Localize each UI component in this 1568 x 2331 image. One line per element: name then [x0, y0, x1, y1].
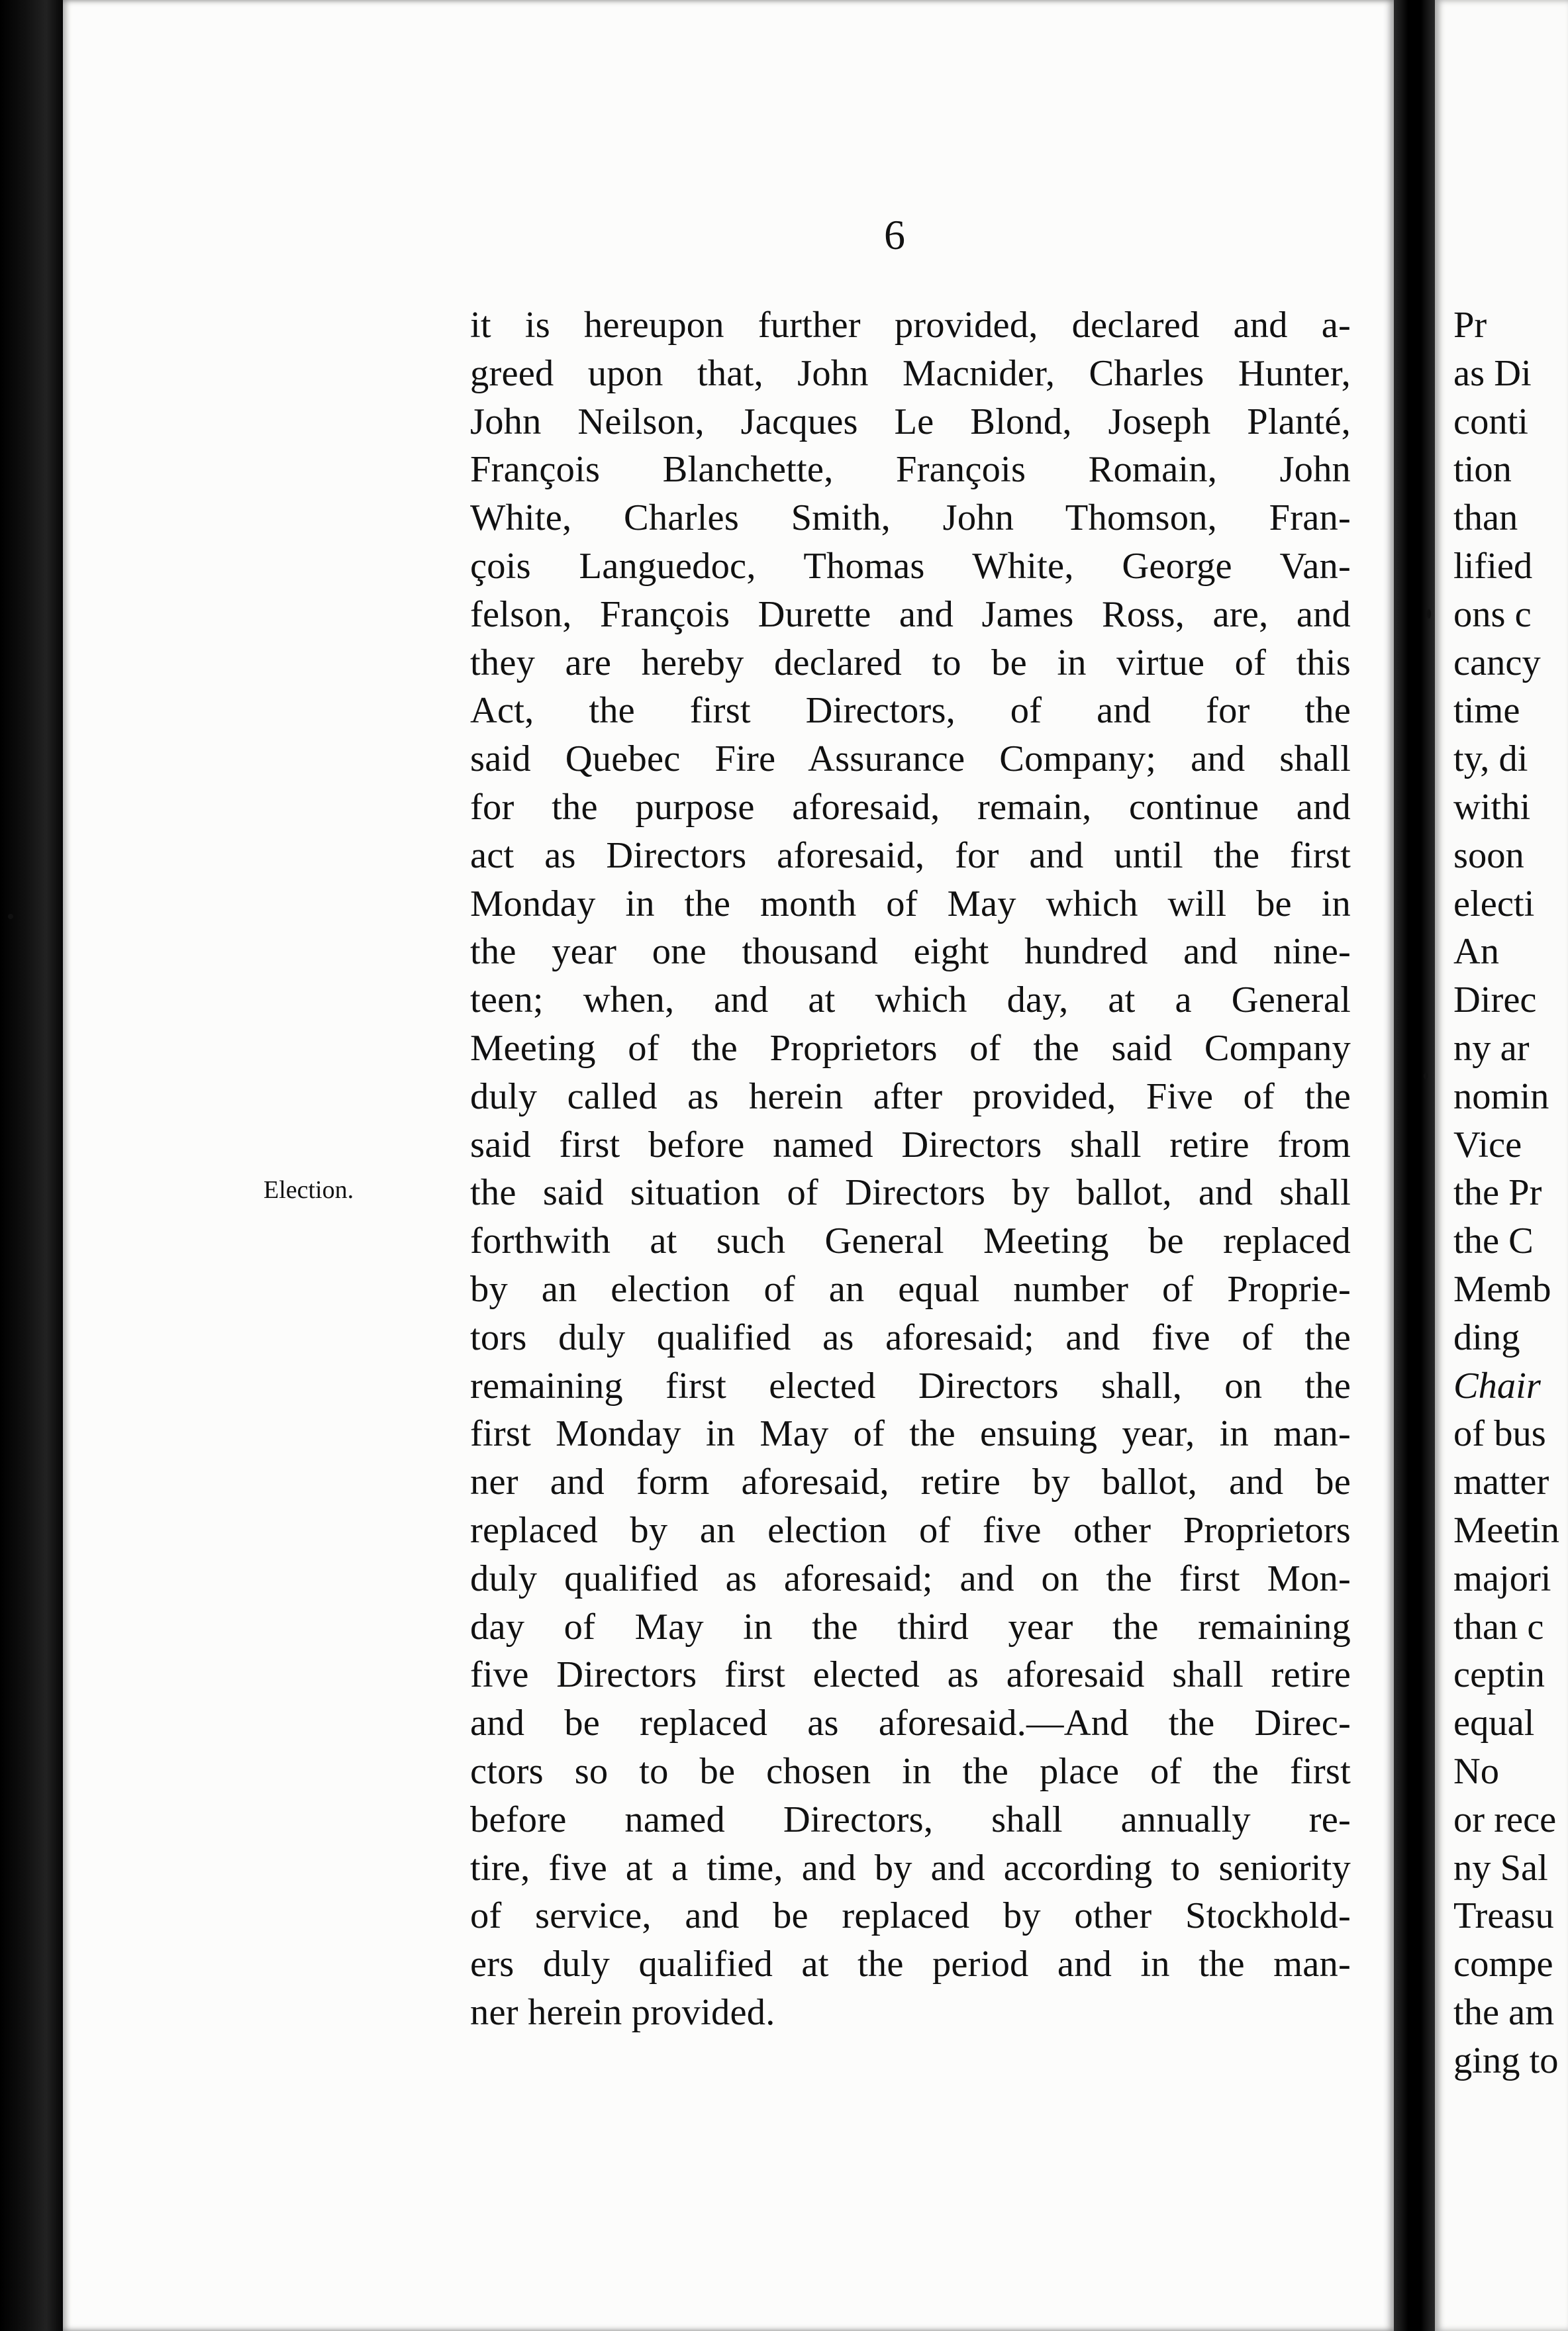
text-line: Act, the first Directors, of and for the	[470, 690, 1351, 732]
facing-text-line: ceptin	[1453, 1654, 1545, 1696]
text-line: tire, five at a time, and by and according to seniority	[470, 1847, 1351, 1889]
text-line: the said situation of Directors by ballot, and shall	[470, 1172, 1351, 1214]
facing-text-line: ging to	[1453, 2040, 1559, 2081]
text-line: duly qualified as aforesaid; and on the first Mon-	[470, 1558, 1351, 1599]
book-left-edge	[0, 0, 66, 2331]
text-line: ctors so to be chosen in the place of the first	[470, 1750, 1351, 1792]
text-line: before named Directors, shall annually re-	[470, 1799, 1351, 1840]
text-line: remaining first elected Directors shall, on the	[470, 1365, 1351, 1407]
facing-text-line: time	[1453, 690, 1520, 732]
facing-text-line: or rece	[1453, 1799, 1557, 1840]
text-line: François Blanchette, François Romain, John	[470, 449, 1351, 491]
text-line: Meeting of the Proprietors of the said Company	[470, 1027, 1351, 1069]
facing-text-line: majori	[1453, 1558, 1551, 1599]
facing-text-line: equal	[1453, 1703, 1535, 1744]
facing-text-line: of bus	[1453, 1413, 1546, 1455]
facing-text-line: ny Sal	[1453, 1847, 1548, 1889]
text-line: çois Languedoc, Thomas White, George Van-	[470, 545, 1351, 587]
facing-page	[1435, 0, 1568, 2331]
facing-text-line: Memb	[1453, 1268, 1551, 1310]
facing-text-line: Vice	[1453, 1124, 1522, 1166]
text-line: of service, and be replaced by other Stockhold-	[470, 1895, 1351, 1937]
page-number: 6	[884, 211, 905, 258]
text-line: five Directors first elected as aforesaid shall retire	[470, 1654, 1351, 1696]
facing-text-line: ny ar	[1453, 1027, 1530, 1069]
facing-text-line: ty, di	[1453, 738, 1528, 780]
text-line: tors duly qualified as aforesaid; and five of the	[470, 1316, 1351, 1358]
text-line: act as Directors aforesaid, for and until the first	[470, 834, 1351, 876]
text-line: forthwith at such General Meeting be replaced	[470, 1220, 1351, 1262]
facing-text-line: Treasu	[1453, 1895, 1554, 1937]
facing-text-line: than c	[1453, 1606, 1544, 1648]
text-line: and be replaced as aforesaid.—And the Direc-	[470, 1703, 1351, 1744]
text-line: it is hereupon further provided, declared and a-	[470, 305, 1351, 346]
text-line: the year one thousand eight hundred and nine-	[470, 931, 1351, 973]
text-line: ner and form aforesaid, retire by ballot, and be	[470, 1462, 1351, 1503]
text-line: day of May in the third year the remaining	[470, 1606, 1351, 1648]
margin-note-election: Election.	[264, 1176, 354, 1204]
facing-text-line: electi	[1453, 883, 1535, 924]
facing-text-line: the am	[1453, 1991, 1555, 2033]
facing-text-line: conti	[1453, 401, 1528, 442]
facing-text-line: Chair	[1453, 1365, 1541, 1407]
facing-text-line: No	[1453, 1750, 1500, 1792]
text-line: felson, François Durette and James Ross, are, and	[470, 593, 1351, 635]
facing-text-line: ding	[1453, 1316, 1520, 1358]
text-line: by an election of an equal number of Proprie-	[470, 1268, 1351, 1310]
facing-text-line: An	[1453, 931, 1500, 973]
book-gutter	[1394, 0, 1435, 2331]
facing-text-line: Pr	[1453, 305, 1487, 346]
scan-speck	[1424, 1073, 1428, 1079]
scan-speck	[1427, 609, 1431, 619]
facing-page-text	[1453, 301, 1559, 2085]
facing-text-line: cancy	[1453, 642, 1541, 683]
facing-text-line: as Di	[1453, 352, 1532, 394]
text-line: said Quebec Fire Assurance Company; and shall	[470, 738, 1351, 780]
facing-text-line: withi	[1453, 786, 1531, 828]
facing-text-line: tion	[1453, 449, 1512, 491]
facing-text-line: compe	[1453, 1944, 1553, 1985]
text-line: duly called as herein after provided, Five of the	[470, 1075, 1351, 1117]
text-line: greed upon that, John Macnider, Charles Hunter,	[470, 352, 1351, 394]
facing-text-line: nomin	[1453, 1075, 1549, 1117]
facing-text-line: ons c	[1453, 593, 1532, 635]
facing-text-line: matter	[1453, 1462, 1549, 1503]
text-line: replaced by an election of five other Proprietors	[470, 1509, 1351, 1551]
text-line: for the purpose aforesaid, remain, continue and	[470, 786, 1351, 828]
text-line: teen; when, and at which day, at a General	[470, 979, 1351, 1021]
scan-speck	[8, 914, 13, 919]
text-line: John Neilson, Jacques Le Blond, Joseph Planté,	[470, 401, 1351, 442]
body-text	[470, 301, 1351, 2037]
facing-text-line: lified	[1453, 545, 1533, 587]
facing-text-line: soon	[1453, 834, 1524, 876]
facing-text-line: the Pr	[1453, 1172, 1542, 1214]
facing-text-line: the C	[1453, 1220, 1534, 1262]
text-line: ers duly qualified at the period and in the man-	[470, 1944, 1351, 1985]
text-line: said first before named Directors shall retire from	[470, 1124, 1351, 1166]
facing-text-line: Meetin	[1453, 1509, 1560, 1551]
text-line: ner herein provided.	[470, 1991, 775, 2033]
text-line: Monday in the month of May which will be in	[470, 883, 1351, 924]
text-line: White, Charles Smith, John Thomson, Fran-	[470, 497, 1351, 539]
facing-text-line: than	[1453, 497, 1518, 539]
facing-text-line: Direc	[1453, 979, 1537, 1021]
text-line: they are hereby declared to be in virtue of this	[470, 642, 1351, 683]
text-line: first Monday in May of the ensuing year, in man-	[470, 1413, 1351, 1455]
